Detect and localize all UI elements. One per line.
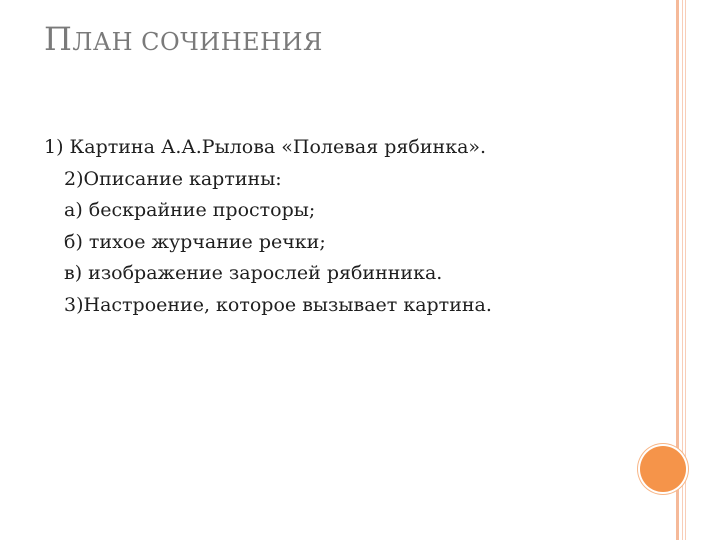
plan-line: а) бескрайние просторы;	[64, 199, 316, 221]
slide-title	[44, 20, 323, 58]
decorative-rule-inner-2	[685, 0, 686, 540]
plan-line: б) тихое журчание речки;	[64, 230, 326, 253]
plan-line: в) изображение зарослей рябинника.	[64, 262, 443, 284]
plan-line: 1) Картина А.А.Рылова «Полевая рябинка».	[44, 136, 487, 158]
slide-title-rest: ЛАН СОЧИНЕНИЯ	[72, 28, 323, 56]
plan-line: 2)Описание картины:	[64, 167, 282, 190]
plan-line: 3)Настроение, которое вызывает картина.	[64, 293, 492, 316]
slide-title-initial: П	[44, 20, 73, 58]
decorative-circle	[640, 446, 686, 492]
plan-list	[44, 132, 492, 321]
